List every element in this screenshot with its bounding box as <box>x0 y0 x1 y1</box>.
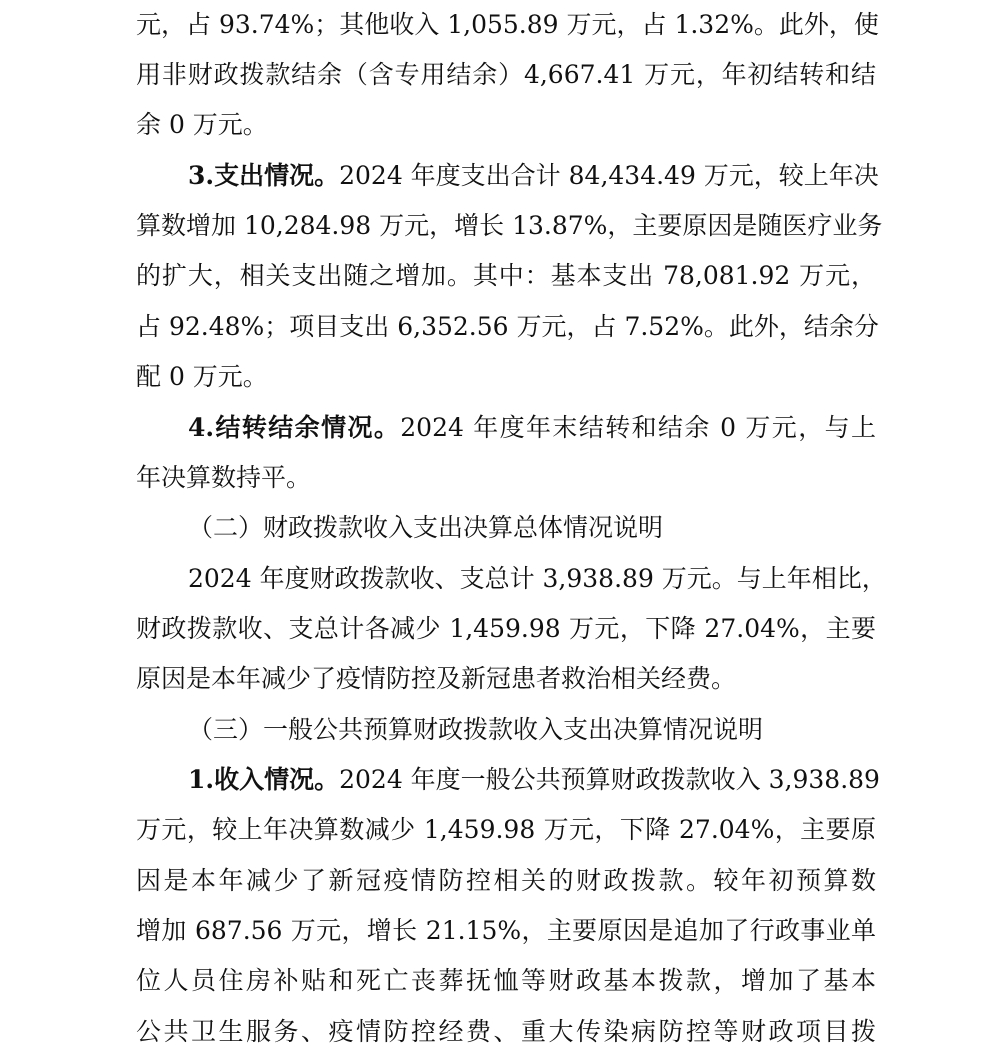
text-line: 配 0 万元。 <box>136 362 268 391</box>
paragraph-first-line <box>188 161 879 191</box>
paragraph-first-line <box>188 413 876 443</box>
paragraph-first-line <box>188 765 880 795</box>
text-span: 2024 年度年末结转和结余 0 万元，与上 <box>400 413 876 442</box>
text-line: 原因是本年减少了疫情防控及新冠患者救治相关经费。 <box>136 664 737 693</box>
text-line: 元，占 93.74%；其他收入 1,055.89 万元，占 1.32%。此外，使 <box>136 10 879 39</box>
text-span: 2024 年度一般公共预算财政拨款收入 3,938.89 <box>339 765 880 794</box>
text-line: 算数增加 10,284.98 万元，增长 13.87%，主要原因是随医疗业务 <box>136 211 883 240</box>
section-lead: 1.收入情况。 <box>188 765 340 794</box>
section-heading: （三）一般公共预算财政拨款收入支出决算情况说明 <box>188 715 764 744</box>
paragraph-first-line: 2024 年度财政拨款收、支总计 3,938.89 万元。与上年相比， <box>188 564 887 593</box>
section-lead: 4.结转结余情况。 <box>188 413 401 442</box>
text-line: 余 0 万元。 <box>136 110 268 139</box>
text-line: 增加 687.56 万元，增长 21.15%，主要原因是追加了行政事业单 <box>136 916 876 945</box>
text-line: 的扩大，相关支出随之增加。其中：基本支出 78,081.92 万元， <box>136 261 876 290</box>
text-line: 因是本年减少了新冠疫情防控相关的财政拨款。较年初预算数 <box>136 866 876 895</box>
text-line: 财政拨款收、支总计各减少 1,459.98 万元，下降 27.04%，主要 <box>136 614 876 643</box>
text-span: 2024 年度支出合计 84,434.49 万元，较上年决 <box>339 161 879 190</box>
section-lead: 3.支出情况。 <box>188 161 340 190</box>
text-line: 占 92.48%；项目支出 6,352.56 万元，占 7.52%。此外，结余分 <box>136 312 879 341</box>
text-line: 位人员住房补贴和死亡丧葬抚恤等财政基本拨款，增加了基本 <box>136 966 876 995</box>
text-line: 公共卫生服务、疫情防控经费、重大传染病防控等财政项目拨 <box>136 1017 876 1046</box>
text-line: 万元，较上年决算数减少 1,459.98 万元，下降 27.04%，主要原 <box>136 815 876 844</box>
section-heading: （二）财政拨款收入支出决算总体情况说明 <box>188 513 664 542</box>
text-line: 用非财政拨款结余（含专用结余）4,667.41 万元，年初结转和结 <box>136 60 876 89</box>
text-line: 年决算数持平。 <box>136 463 312 492</box>
